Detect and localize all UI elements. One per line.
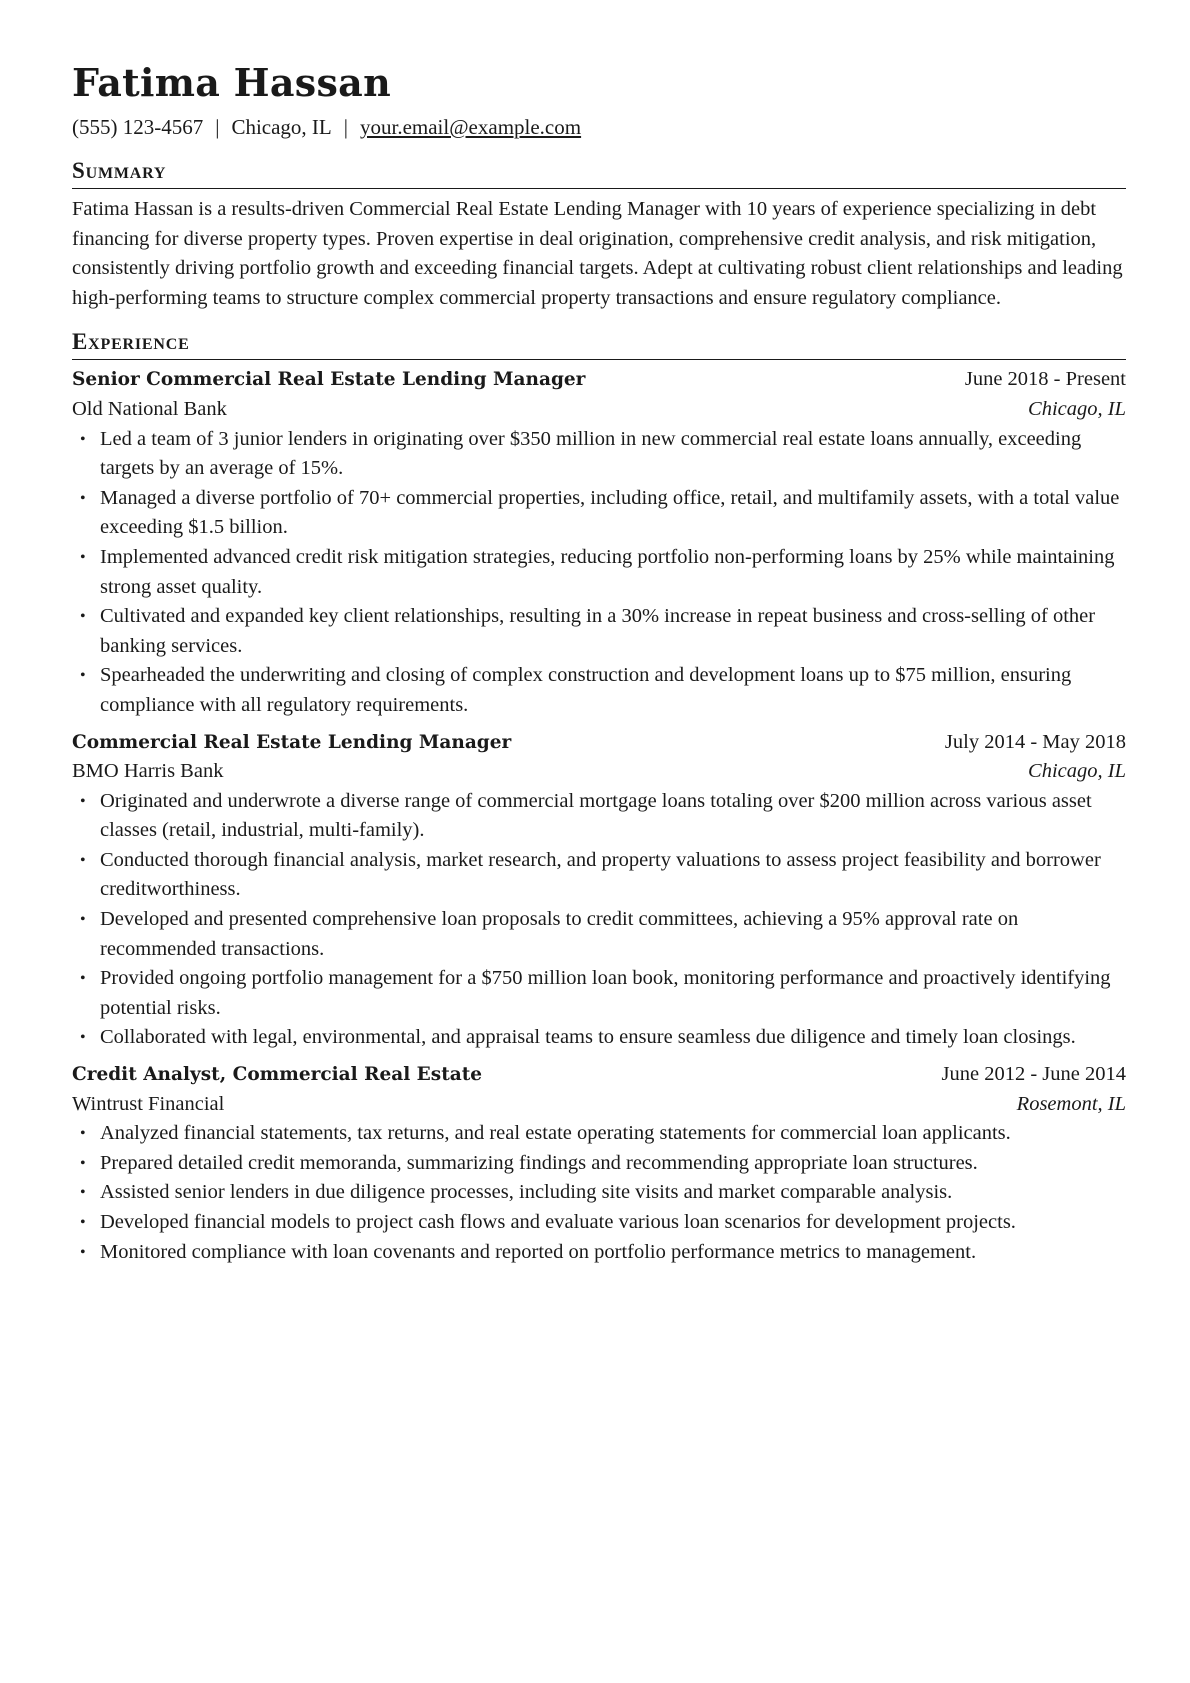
bullet-item: • Spearheaded the underwriting and closing of complex construction and development loans up to $75 million, ensuring compliance with all regulatory requirements. xyxy=(72,661,1126,720)
job-dates: June 2018 - Present xyxy=(964,368,1126,391)
job-entry xyxy=(72,1060,1126,1267)
job-dates: June 2012 - June 2014 xyxy=(941,1063,1126,1086)
section-title-experience: Experience xyxy=(72,327,1126,360)
job-dates: July 2014 - May 2018 xyxy=(944,730,1126,753)
job-title: Senior Commercial Real Estate Lending Manager xyxy=(72,369,586,391)
job-company: BMO Harris Bank xyxy=(72,760,224,783)
bullet-item: • Originated and underwrote a diverse range of commercial mortgage loans totaling over $200 million across various asset classes (retail, industrial, multi-family). xyxy=(72,787,1126,846)
summary-section xyxy=(72,156,1126,313)
email-link[interactable]: your.email@example.com xyxy=(359,115,582,139)
job-subheader xyxy=(72,1090,1126,1120)
job-location: Chicago, IL xyxy=(1028,760,1126,783)
summary-text: Fatima Hassan is a results-driven Commercial Real Estate Lending Manager with 10 years of experience specializing in debt financing for diverse property types. Proven expertise in deal origination, comprehensive credit analysis, and risk mitigation, consistently driving portfolio growth and exceeding financial targets. Adept at cultivating robust client relationships and leading high-performing teams to structure complex commercial property transactions and ensure regulatory compliance. xyxy=(72,198,1123,309)
bullet-item: • Analyzed financial statements, tax returns, and real estate operating statements for commercial loan applicants. xyxy=(72,1119,1126,1149)
resume-page xyxy=(72,58,1126,1267)
bullet-item: • Conducted thorough financial analysis, market research, and property valuations to assess project feasibility and borrower creditworthiness. xyxy=(72,846,1126,905)
job-subheader xyxy=(72,395,1126,425)
contact-separator: | xyxy=(343,115,348,139)
job-title: Commercial Real Estate Lending Manager xyxy=(72,731,512,753)
bullet-item: • Provided ongoing portfolio management for a $750 million loan book, monitoring performance and proactively identifying potential risks. xyxy=(72,964,1126,1023)
job-location: Rosemont, IL xyxy=(1016,1092,1126,1115)
bullet-item: • Prepared detailed credit memoranda, summarizing findings and recommending appropriate loan structures. xyxy=(72,1149,1126,1179)
contact-separator: | xyxy=(215,115,220,139)
job-bullets xyxy=(72,787,1126,1053)
contact-line xyxy=(72,112,1126,142)
job-bullets xyxy=(72,425,1126,721)
bullet-item: • Monitored compliance with loan covenants and reported on portfolio performance metrics to management. xyxy=(72,1238,1126,1268)
section-title-summary: Summary xyxy=(72,156,1126,189)
job-header xyxy=(72,1060,1126,1090)
job-header xyxy=(72,728,1126,758)
bullet-item: • Collaborated with legal, environmental, and appraisal teams to ensure seamless due diligence and timely loan closings. xyxy=(72,1023,1126,1053)
job-bullets xyxy=(72,1119,1126,1267)
phone-number: (555) 123-4567 xyxy=(72,115,204,139)
bullet-item: • Developed financial models to project cash flows and evaluate various loan scenarios for development projects. xyxy=(72,1208,1126,1238)
bullet-item: • Developed and presented comprehensive loan proposals to credit committees, achieving a 95% approval rate on recommended transactions. xyxy=(72,905,1126,964)
job-company: Wintrust Financial xyxy=(72,1092,225,1115)
bullet-item: • Managed a diverse portfolio of 70+ commercial properties, including office, retail, and multifamily assets, with a total value exceeding $1.5 billion. xyxy=(72,484,1126,543)
bullet-item: • Assisted senior lenders in due diligence processes, including site visits and market comparable analysis. xyxy=(72,1178,1126,1208)
bullet-item: • Led a team of 3 junior lenders in originating over $350 million in new commercial real estate loans annually, exceeding targets by an average of 15%. xyxy=(72,425,1126,484)
job-entry xyxy=(72,365,1126,720)
bullet-item: • Implemented advanced credit risk mitigation strategies, reducing portfolio non-performing loans by 25% while maintaining strong asset quality. xyxy=(72,543,1126,602)
job-entry xyxy=(72,728,1126,1054)
bullet-item: • Cultivated and expanded key client relationships, resulting in a 30% increase in repeat business and cross-selling of other banking services. xyxy=(72,602,1126,661)
job-header xyxy=(72,365,1126,395)
job-company: Old National Bank xyxy=(72,397,227,420)
job-subheader xyxy=(72,757,1126,787)
candidate-name: Fatima Hassan xyxy=(72,60,392,105)
job-location: Chicago, IL xyxy=(1028,397,1126,420)
experience-section xyxy=(72,327,1126,1267)
job-title: Credit Analyst, Commercial Real Estate xyxy=(72,1064,483,1086)
contact-location: Chicago, IL xyxy=(231,115,332,139)
